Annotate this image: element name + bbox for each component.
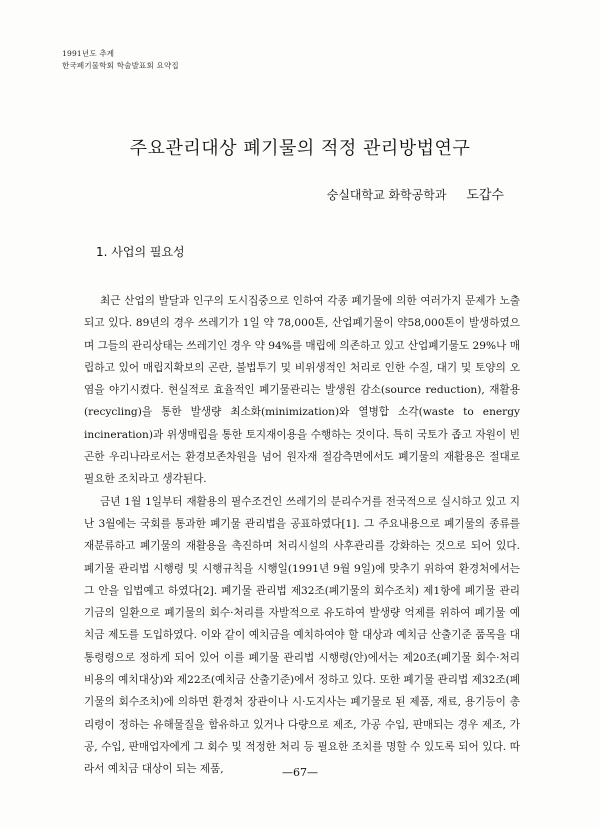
page-number: —67— xyxy=(282,766,318,779)
section-heading: 1. 사업의 필요성 xyxy=(96,245,185,259)
paragraph-1: 최근 산업의 발달과 인구의 도시집중으로 인하여 각종 폐기물에 의한 여러가지 문제가 노출되고 있다. 89년의 경우 쓰레기가 1일 약 78,000톤, 산업폐기물이 약58,000톤이 발생하였으며 그들의 관리상태는 쓰레기인 경우 약 94%를 매립에 의존하고 있고 산업폐기물도 29%나 매립하고 있어 매립지확보의 곤란, 불법투기 및 비위생적인 처리로 인한 수질, 대기 및 토양의 오염을 야기시켰다. 현실적로 효율적인 폐기물관리는 발생원 감소(source reduction), 재활용(recycling)을 통한 발생량 최소화(minimization)와 열병합 소각(waste to energy incineration)과 위생매립을 통한 토지재이용을 수행하는 것이다. 특히 국토가 좁고 자원이 빈곤한 우리나라로서는 환경보존차원을 넘어 원자재 절감측면에서도 폐기물의 재활용은 절대로 필요한 조치라고 생각된다. xyxy=(84,295,520,486)
paper-title: 주요관리대상 폐기물의 적정 관리방법연구 xyxy=(129,138,471,159)
author-line xyxy=(327,184,504,203)
author-affiliation: 숭실대학교 화학공학과 xyxy=(326,188,447,202)
paragraph-2: 금년 1월 1일부터 재활용의 필수조건인 쓰레기의 분리수거를 전국적으로 실시하고 있고 지난 3월에는 국회를 통과한 폐기물 관리법을 공표하였다[1]. 그 주요내용으로 폐기물의 종류를 재분류하고 폐기물의 재활용을 촉진하며 처리시설의 사후관리를 강화하는 것으로 되어 있다. 폐기물 관리법 시행령 및 시행규칙을 시행일(1991년 9월 9일)에 맞추기 위하여 환경처에서는 그 안을 입법예고 하였다[2]. 폐기물 관리법 제32조(폐기물의 회수조치) 제1항에 폐기물 관리기금의 일환으로 폐기물의 회수·처리를 자발적으로 유도하여 발생량 억제를 위하여 폐기물 예치금 제도를 도입하였다. 이와 같이 예치금을 예치하여야 할 대상과 예치금 산출기준 품목을 대통령령으로 정하게 되어 있어 이를 폐기물 관리법 시행령(안)에서는 제20조(폐기물 회수·처리비용의 예치대상)와 제22조(예치금 산출기준)에서 정하고 있다. 또한 폐기물 관리법 제32조(폐기물의 회수조치)에 의하면 환경처 장관이나 시·도지사는 폐기물로 된 제품, 재료, 용기등이 총리령이 정하는 유해물질을 함유하고 있거나 다량으로 제조, 가공 수입, 판매되는 경우 제조, 가공, 수입, 판매업자에게 그 회수 및 적정한 처리 등 필요한 조치를 명할 수 있도록 되어 있다. 따라서 예치금 대상이 되는 제품, xyxy=(84,495,520,776)
header-line-1: 1991년도 추계 xyxy=(62,49,115,58)
body-text xyxy=(84,290,520,781)
proceedings-header xyxy=(62,48,179,72)
author-name: 도갑수 xyxy=(466,188,504,203)
header-line-2: 한국폐기물학회 학술발표회 요약집 xyxy=(62,61,179,70)
